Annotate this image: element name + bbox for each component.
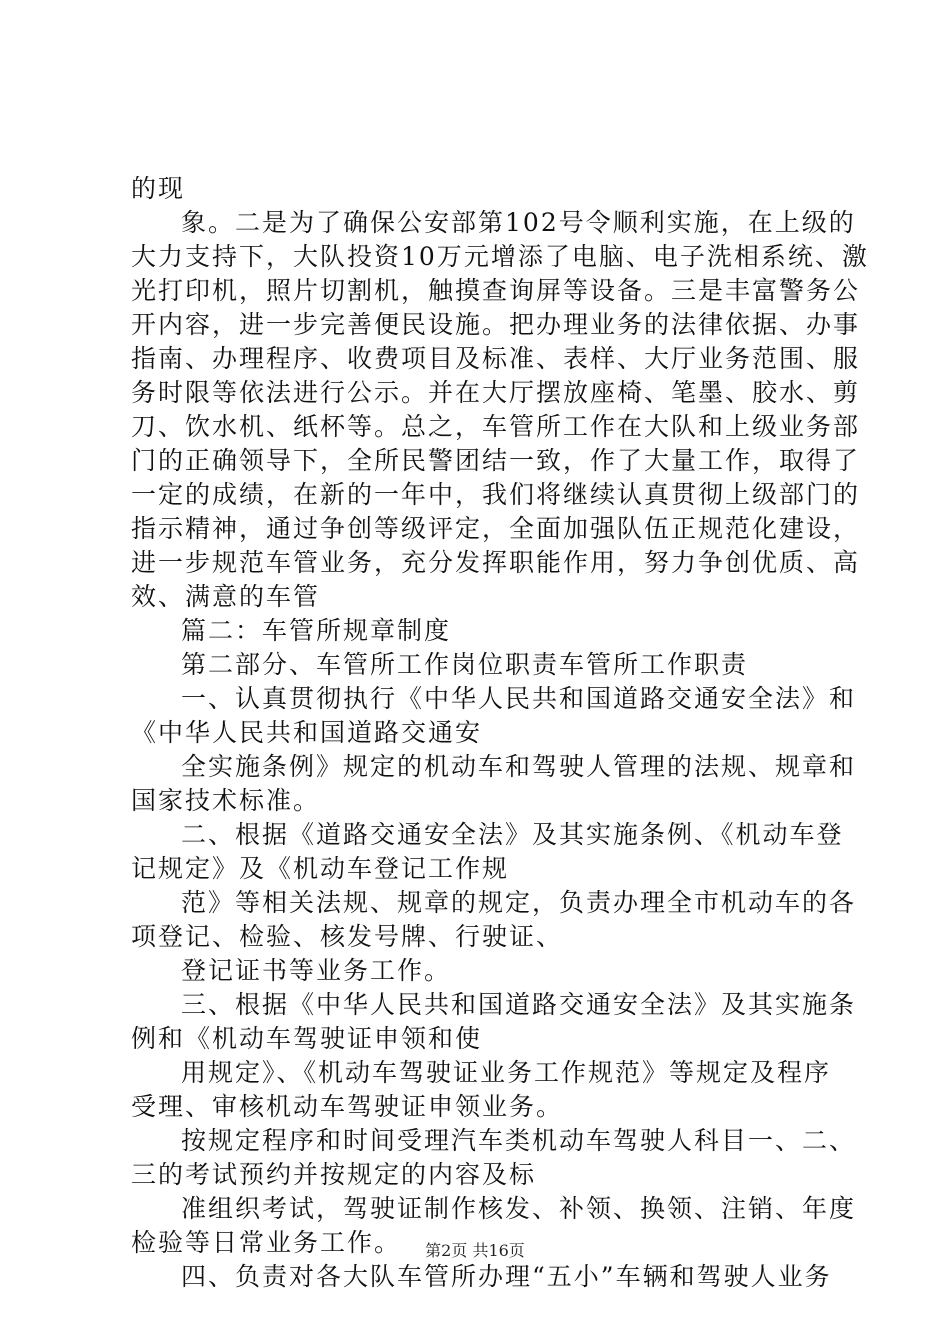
text-line: 三的考试预约并按规定的内容及标 bbox=[131, 1160, 537, 1189]
text-line: 国家技术标准。 bbox=[131, 786, 321, 815]
text-line: 二、根据《道路交通安全法》及其实施条例、《机动车登 bbox=[181, 820, 844, 849]
text-line: 指示精神，通过争创等级评定，全面加强队伍正规范化建设， bbox=[131, 514, 861, 543]
text-line: 的现 bbox=[131, 174, 186, 203]
text-line: 按规定程序和时间受理汽车类机动车驾驶人科目一、二、 bbox=[181, 1126, 857, 1155]
text-line: 准组织考试，驾驶证制作核发、补领、换领、注销、年度 bbox=[181, 1194, 857, 1223]
text-line: 登记证书等业务工作。 bbox=[181, 956, 452, 985]
text-line: 光打印机，照片切割机，触摸查询屏等设备。三是丰富警务公 bbox=[131, 276, 861, 305]
text-line: 三、根据《中华人民共和国道路交通安全法》及其实施条 bbox=[181, 990, 857, 1019]
document-body bbox=[131, 172, 869, 1294]
text-line: 例和《机动车驾驶证申领和使 bbox=[131, 1024, 483, 1053]
text-line: 篇二：车管所规章制度 bbox=[181, 616, 452, 645]
text-line: 务时限等依法进行公示。并在大厅摆放座椅、笔墨、胶水、剪 bbox=[131, 378, 861, 407]
text-line: 一、认真贯彻执行《中华人民共和国道路交通安全法》和 bbox=[181, 684, 857, 713]
text-line: 四、负责对各大队车管所办理“五小”车辆和驾驶人业务 bbox=[181, 1262, 832, 1291]
text-line: 记规定》及《机动车登记工作规 bbox=[131, 854, 510, 883]
text-line: 开内容，进一步完善便民设施。把办理业务的法律依据、办事 bbox=[131, 310, 861, 339]
text-line: 用规定》、《机动车驾驶证业务工作规范》等规定及程序 bbox=[181, 1058, 832, 1087]
text-line: 指南、办理程序、收费项目及标准、表样、大厅业务范围、服 bbox=[131, 344, 861, 373]
text-line: 第二部分、车管所工作岗位职责车管所工作职责 bbox=[181, 650, 749, 679]
text-line: 范》等相关法规、规章的规定，负责办理全市机动车的各 bbox=[181, 888, 857, 917]
text-line: 一定的成绩，在新的一年中，我们将继续认真贯彻上级部门的 bbox=[131, 480, 861, 509]
text-line: 象。二是为了确保公安部第102号令顺利实施，在上级的 bbox=[181, 208, 856, 237]
text-line: 大力支持下，大队投资10万元增添了电脑、电子洗相系统、激 bbox=[131, 242, 869, 271]
text-line: 进一步规范车管业务，充分发挥职能作用，努力争创优质、高 bbox=[131, 548, 861, 577]
page-footer: 第2页 共16页 bbox=[425, 1241, 525, 1260]
text-line: 项登记、检验、核发号牌、行驶证、 bbox=[131, 922, 564, 951]
text-line: 受理、审核机动车驾驶证申领业务。 bbox=[131, 1092, 564, 1121]
text-line: 《中华人民共和国道路交通安 bbox=[131, 718, 483, 747]
text-line: 刀、饮水机、纸杯等。总之，车管所工作在大队和上级业务部 bbox=[131, 412, 861, 441]
text-line: 检验等日常业务工作。 bbox=[131, 1228, 402, 1257]
text-line: 效、满意的车管 bbox=[131, 582, 321, 611]
text-line: 全实施条例》规定的机动车和驾驶人管理的法规、规章和 bbox=[181, 752, 857, 781]
text-line: 门的正确领导下，全所民警团结一致，作了大量工作，取得了 bbox=[131, 446, 861, 475]
